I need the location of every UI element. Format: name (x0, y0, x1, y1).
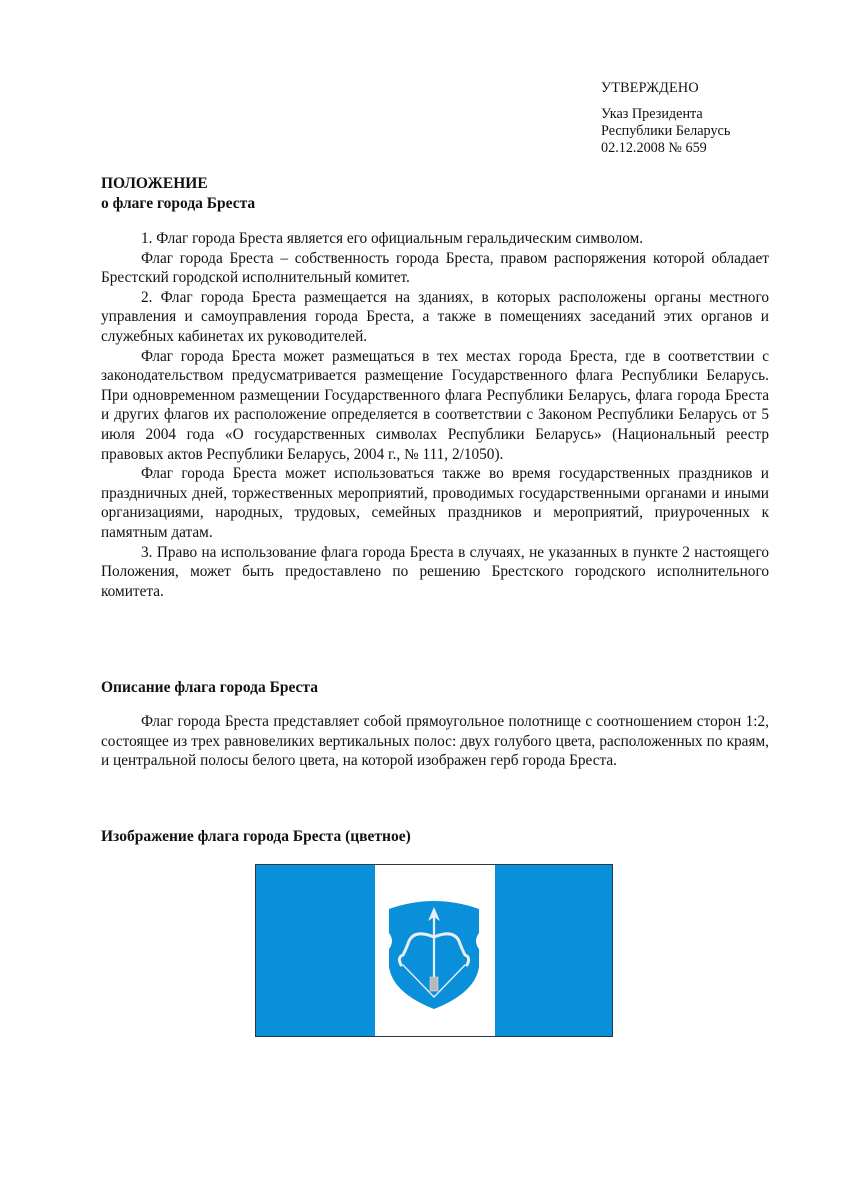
paragraph: 1. Флаг города Бреста является его официальным геральдическим символом. (141, 230, 644, 247)
approval-stamp: УТВЕРЖДЕНО (601, 80, 699, 96)
paragraph: Флаг города Бреста – собственность города Бреста, правом распоряжения которой обладает Брестский городской исполнительный комитет. (101, 249, 769, 287)
description-body (101, 712, 769, 771)
paragraph: 3. Право на использование флага города Бреста в случаях, не указанных в пункте 2 настоящего Положения, может быть предоставлено по решению Брестского городского исполнительного комитета. (101, 543, 769, 600)
flag-stripe-left (256, 865, 375, 1036)
flag-stripe-right (495, 865, 612, 1036)
paragraph: 2. Флаг города Бреста размещается на зданиях, в которых расположены органы местного управления и самоуправления города Бреста, а также в помещениях заседаний этих органов и служебных кабинетах их руководителей. (101, 288, 769, 345)
paragraph: Флаг города Бреста представляет собой прямоугольное полотнище с соотношением сторон 1:2, состоящее из трех равновеликих вертикальных полос: двух голубого цвета, расположенных по краям, и центральной полосы белого цвета, на которой изображен герб города Бреста. (101, 713, 769, 770)
bow-and-arrow-shield-icon (385, 897, 483, 1009)
approval-line: 02.12.2008 № 659 (601, 140, 707, 156)
title-line-1: ПОЛОЖЕНИЕ (101, 175, 208, 192)
approval-block (601, 80, 730, 157)
document-title (101, 174, 255, 214)
flag-stripe-center (375, 865, 495, 1036)
approval-line: Указ Президента (601, 106, 703, 122)
description-heading: Описание флага города Бреста (101, 679, 318, 696)
regulation-body (101, 229, 769, 601)
approval-line: Республики Беларусь (601, 123, 731, 139)
title-line-2: о флаге города Бреста (101, 195, 256, 212)
brest-flag-image (255, 864, 613, 1037)
flag-image-heading: Изображение флага города Бреста (цветное) (101, 828, 411, 845)
paragraph: Флаг города Бреста может размещаться в тех местах города Бреста, где в соответствии с законодательством предусматривается размещение Государственного флага Республики Беларусь. При одновременном размещении Государственного флага Республики Беларусь, флага города Бреста и других флагов их расположение определяется в соответствии с Законом Республики Беларусь от 5 июля 2004 года «О государственных символах Республики Беларусь» (Национальный реестр правовых актов Республики Беларусь, 2004 г., № 111, 2/1050). (101, 347, 769, 463)
paragraph: Флаг города Бреста может использоваться также во время государственных праздников и праздничных дней, торжественных мероприятий, проводимых государственными органами и иными организациями, народных, трудовых, семейных праздников и мероприятий, приуроченных к памятным датам. (101, 465, 769, 541)
